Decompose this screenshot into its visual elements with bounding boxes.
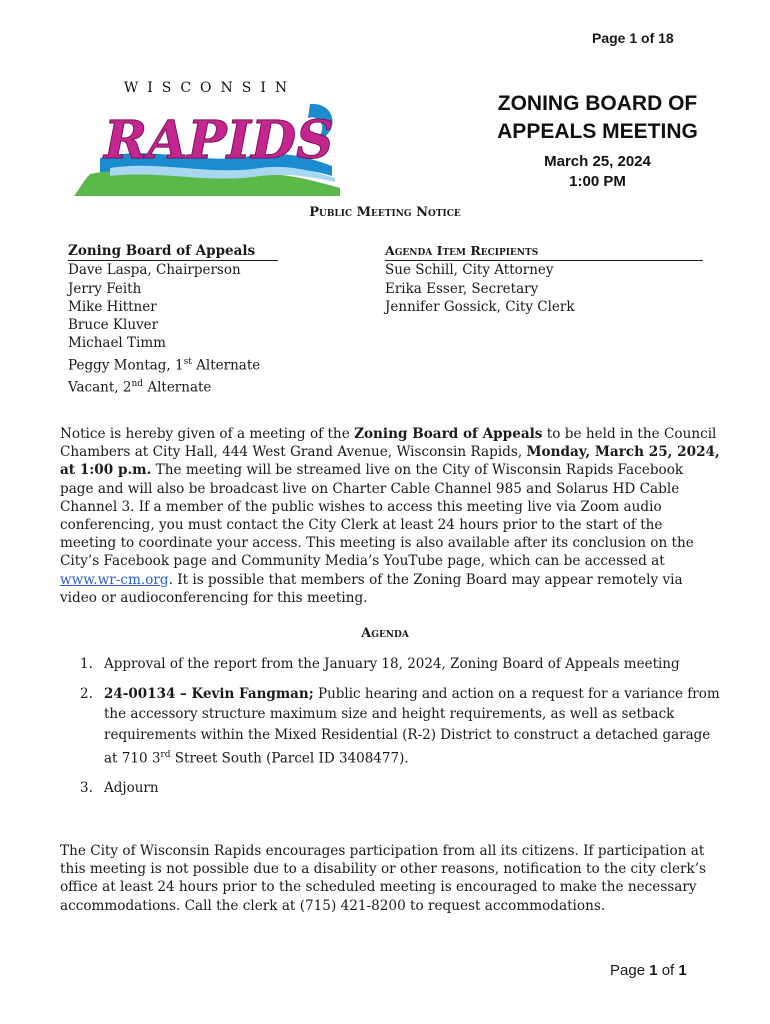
notice-paragraph: Notice is hereby given of a meeting of the Zoning Board of Appeals to be held in the Council Chambers at City Hall, 444 West Grand Avenue, Wisconsin Rapids, Monday, March 25, 2024, at 1:00 p.m. The meeting will be streamed live on the City of Wisconsin Rapids Facebook page and will also be broadcast live on Charter Cable Channel 985 and Solarus HD Cable Channel 3. If a member of the public wishes to access this meeting live via Zoom audio conferencing, you must contact the City Clerk at least 24 hours prior to the start of the meeting to coordinate your access. This meeting is also available after its conclusion on the City’s Facebook page and Community Media’s YouTube page, which can be accessed at www.wr-cm.org. It is possible that members of the Zoning Board may appear remotely via video or audioconferencing for this meeting. xyxy=(60,426,720,606)
agenda-item-2: 2. 24-00134 – Kevin Fangman; Public hearing and action on a request for a variance from the accessory structure maximum size and height requirements, as well as setback requirements within the Mixed Residential (R-2) District to construct a detached garage at 710 3rd Street South (Parcel ID 3408477). xyxy=(80,685,720,767)
meeting-title-block xyxy=(470,90,725,192)
agenda-item-1: 1. Approval of the report from the January 18, 2024, Zoning Board of Appeals meeting xyxy=(80,656,680,672)
logo-graphic xyxy=(70,96,345,198)
member-item: Bruce Kluver xyxy=(68,317,159,334)
logo-rapids-text: RAPIDS xyxy=(104,110,334,171)
notice-heading: Public Meeting Notice xyxy=(309,205,461,220)
member-item-alternate-2: Vacant, 2nd Alternate xyxy=(68,378,212,396)
agenda-item-3: 3. Adjourn xyxy=(80,780,159,796)
title-line-2: APPEALS MEETING xyxy=(497,120,698,143)
recipients-header: Agenda Item Recipients xyxy=(385,242,703,261)
members-header: Zoning Board of Appeals xyxy=(68,242,278,261)
member-item: Jerry Feith xyxy=(68,280,142,297)
meeting-date: March 25, 2024 xyxy=(544,153,651,170)
logo-wisconsin-text: WISCONSIN xyxy=(123,80,297,96)
recipient-item: Jennifer Gossick, City Clerk xyxy=(385,298,575,315)
title-line-1: ZONING BOARD OF xyxy=(497,92,698,115)
recipient-item: Sue Schill, City Attorney xyxy=(385,262,554,279)
agenda-recipients xyxy=(385,242,703,316)
recipient-item: Erika Esser, Secretary xyxy=(385,280,539,297)
agenda-list xyxy=(80,654,720,808)
city-logo xyxy=(70,80,345,198)
page-counter-top: Page 1 of 18 xyxy=(592,30,674,46)
meeting-time: 1:00 PM xyxy=(569,173,626,190)
board-members xyxy=(68,242,278,396)
member-item: Michael Timm xyxy=(68,335,166,352)
page-counter-bottom: Page 1 of 1 xyxy=(610,962,687,979)
member-item: Dave Laspa, Chairperson xyxy=(68,262,241,279)
agenda-heading: Agenda xyxy=(361,626,409,641)
accommodation-paragraph: The City of Wisconsin Rapids encourages participation from all its citizens. If participation at this meeting is not possible due to a disability or other reasons, notification to the city clerk’s office at least 24 hours prior to the scheduled meeting is encouraged to make the necessary accommodations. Call the clerk at (715) 421-8200 to request accommodations. xyxy=(60,843,707,914)
member-item: Mike Hittner xyxy=(68,298,157,315)
member-item-alternate-1: Peggy Montag, 1st Alternate xyxy=(68,356,261,374)
wr-cm-link[interactable]: www.wr-cm.org xyxy=(60,571,169,588)
